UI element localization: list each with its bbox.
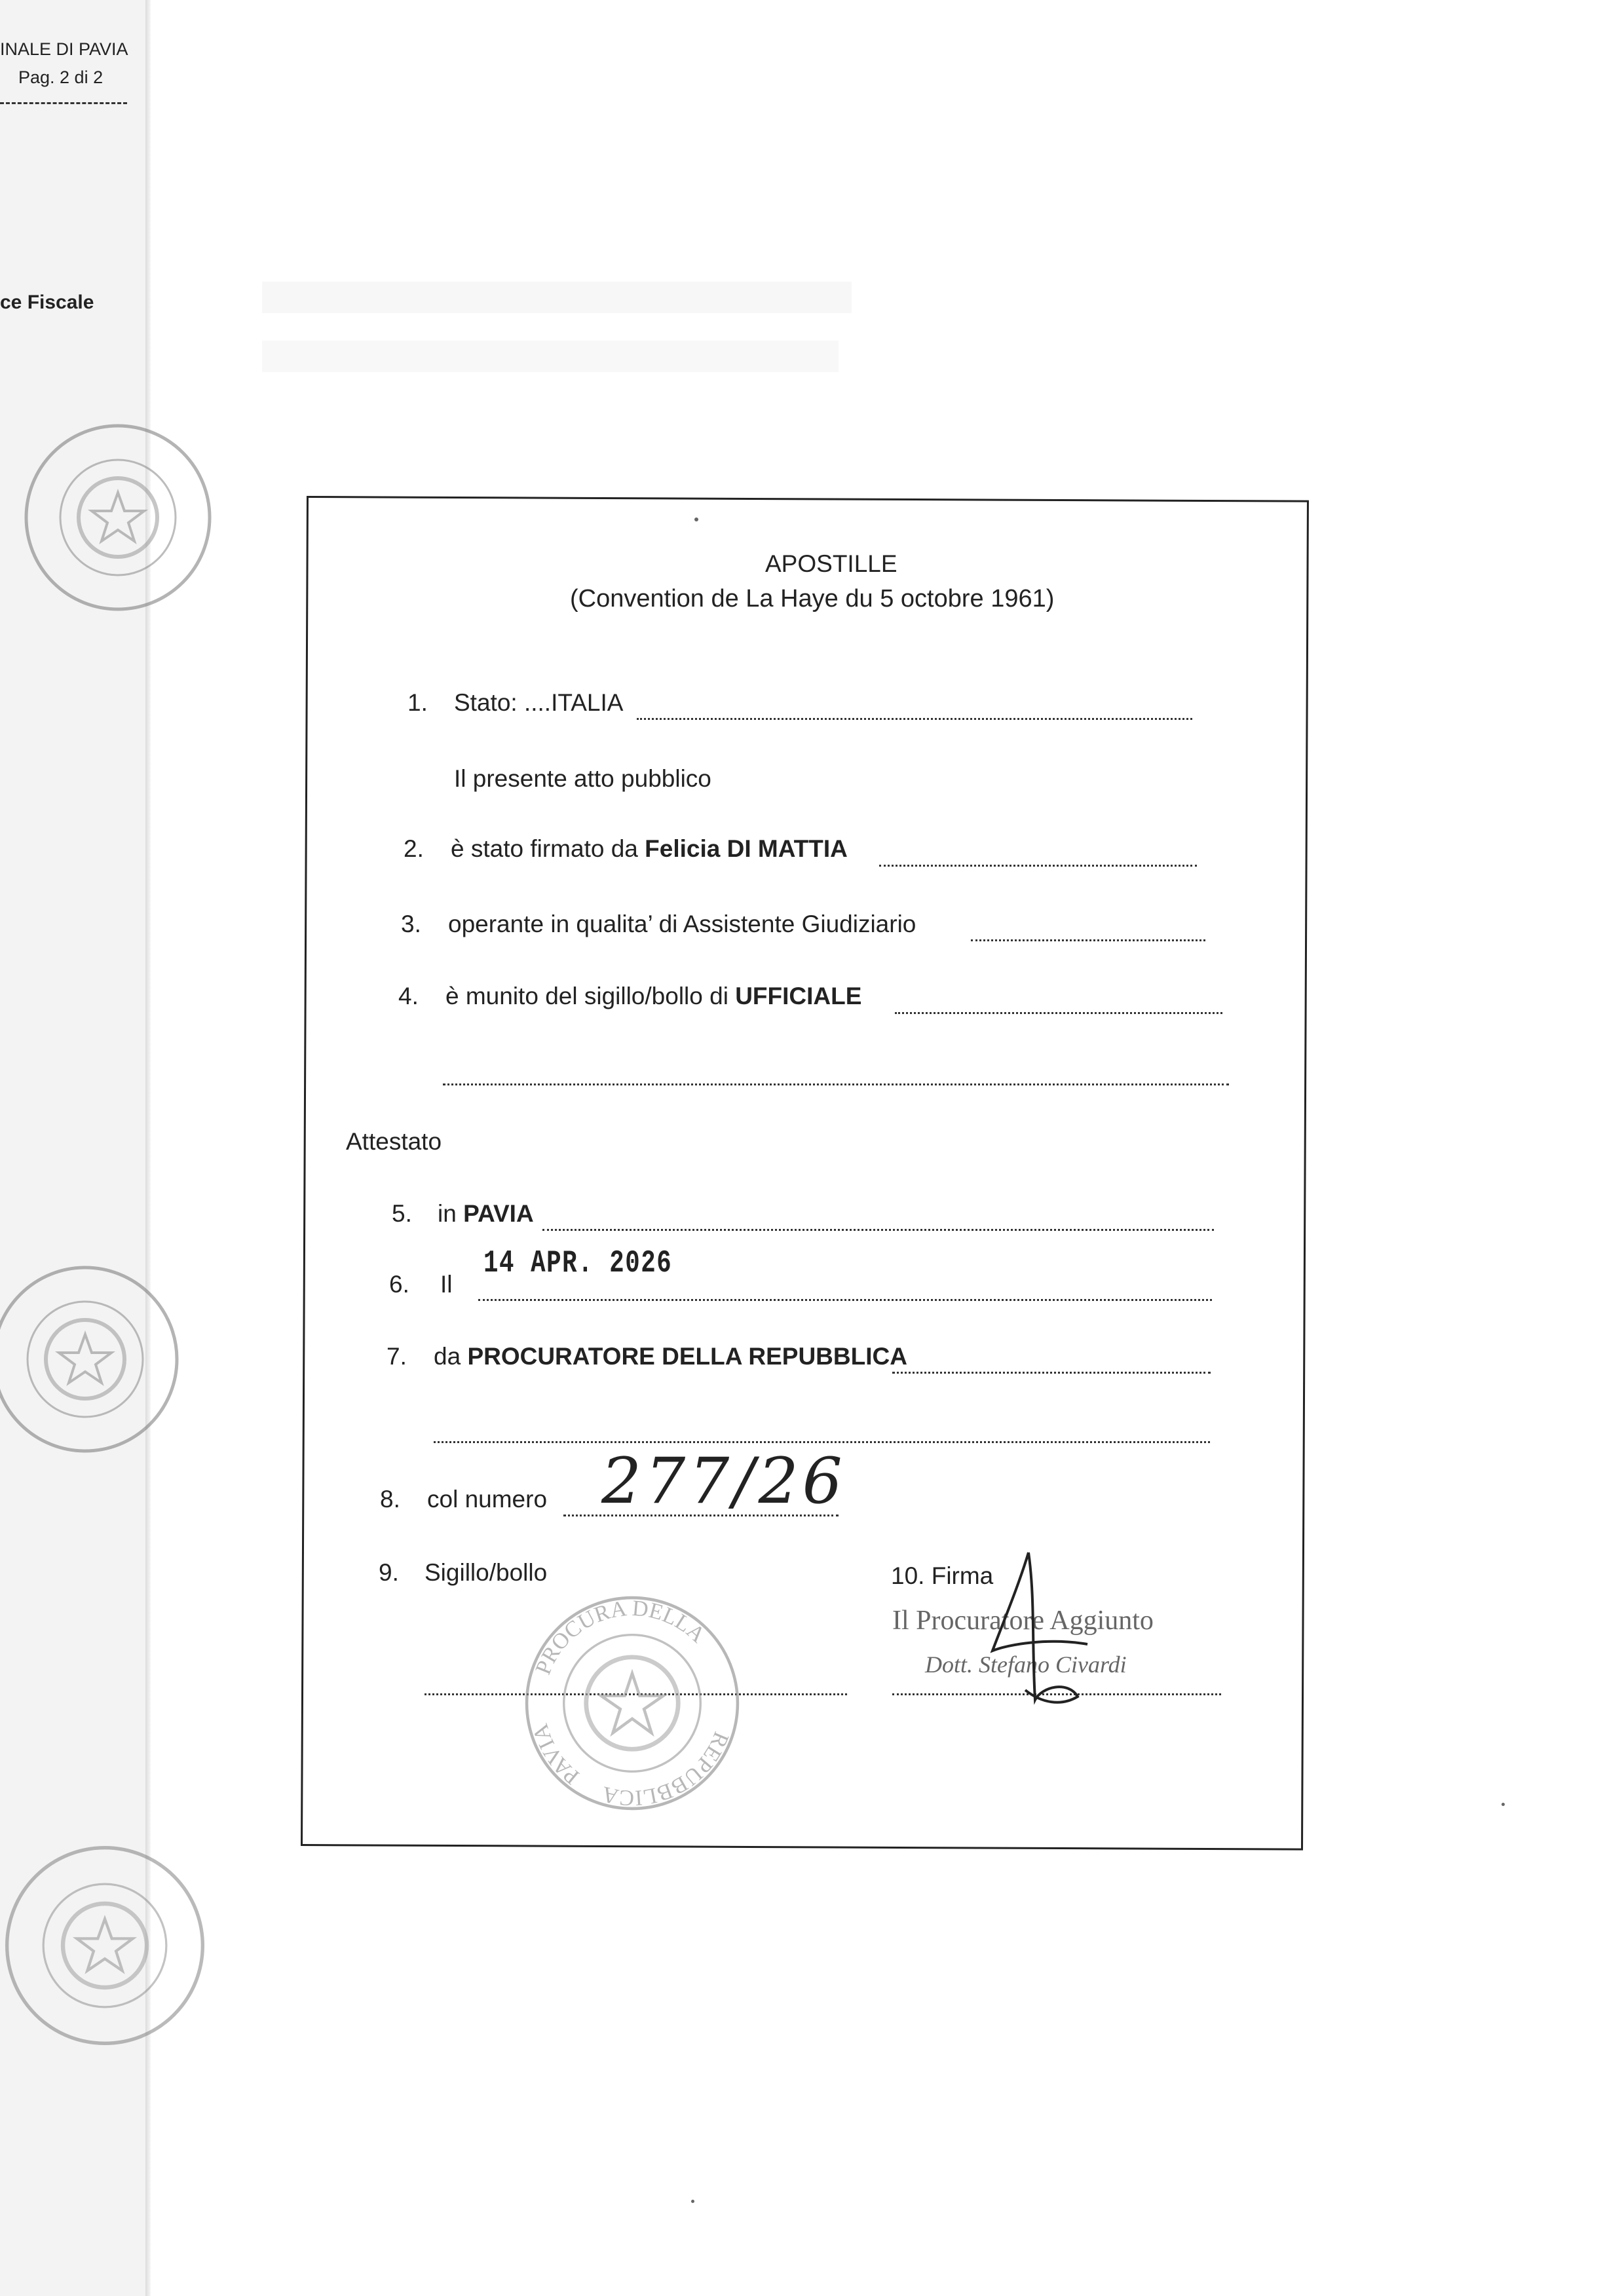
item-9-number: 9. xyxy=(379,1559,399,1586)
item-7-value: PROCURATORE DELLA REPUBBLICA xyxy=(467,1343,907,1370)
item-9-label: Sigillo/bollo xyxy=(425,1559,548,1586)
dotted-leader xyxy=(434,1441,1210,1443)
item-5-label: in PAVIA xyxy=(438,1200,534,1227)
dotted-leader xyxy=(971,939,1205,941)
dotted-leader xyxy=(542,1229,1214,1231)
intro-text: Il presente atto pubblico xyxy=(454,765,711,792)
bleed-through-text xyxy=(262,282,852,313)
item-7-number: 7. xyxy=(387,1343,407,1370)
date-stamp: 14 APR. 2026 xyxy=(483,1246,673,1281)
item-5-value: PAVIA xyxy=(463,1200,534,1227)
dotted-leader xyxy=(443,1083,1229,1085)
dotted-leader xyxy=(892,1372,1211,1374)
item-6-number: 6. xyxy=(389,1271,409,1298)
apostille-title: APOSTILLE xyxy=(765,550,897,577)
seal-stamp xyxy=(20,419,216,616)
dotted-leader xyxy=(895,1012,1222,1014)
item-2-number: 2. xyxy=(404,835,424,862)
underpage-divider xyxy=(0,102,127,104)
item-4-value: UFFICIALE xyxy=(735,983,862,1009)
item-1-number: 1. xyxy=(407,689,428,716)
apostille-subtitle: (Convention de La Haye du 5 octobre 1961) xyxy=(570,585,1055,612)
apostille-frame xyxy=(301,496,1309,1851)
item-6-label: Il xyxy=(440,1271,453,1298)
seal-stamp xyxy=(0,1841,210,2050)
underpage-codice-fiscale-label: ce Fiscale xyxy=(0,292,94,313)
item-2-value: Felicia DI MATTIA xyxy=(645,835,848,862)
handwritten-number: 277/26 xyxy=(601,1444,846,1518)
item-1-value: ITALIA xyxy=(551,689,624,716)
handwritten-signature xyxy=(963,1546,1107,1710)
item-10-label: 10. Firma xyxy=(891,1562,994,1589)
item-3-label: operante in qualita’ di Assistente Giudiziario xyxy=(448,911,916,937)
item-7-label: da PROCURATORE DELLA REPUBBLICA xyxy=(434,1343,907,1370)
item-5-number: 5. xyxy=(392,1200,412,1227)
signer-title-stamp: Il Procuratore Aggiunto xyxy=(892,1606,1154,1636)
underpage-header-office: INALE DI PAVIA xyxy=(0,39,128,59)
underpage-page-number: Pag. 2 di 2 xyxy=(18,67,104,87)
item-3-number: 3. xyxy=(401,911,421,937)
item-2-label: è stato firmato da Felicia DI MATTIA xyxy=(451,835,848,862)
svg-text:PROCURA DELLA xyxy=(531,1596,710,1678)
official-seal xyxy=(521,1592,744,1815)
dotted-leader xyxy=(478,1299,1212,1301)
item-8-label: col numero xyxy=(427,1486,548,1513)
item-4-number: 4. xyxy=(398,983,419,1009)
scan-speck xyxy=(1501,1803,1505,1806)
seal-stamp xyxy=(0,1261,183,1458)
scan-speck xyxy=(694,518,698,521)
seal-text-right: PAVIA xyxy=(528,1721,584,1789)
dotted-leader xyxy=(637,718,1192,720)
signer-name-stamp: Dott. Stefano Civardi xyxy=(925,1651,1127,1678)
bleed-through-text xyxy=(262,341,839,372)
svg-text:PAVIA xyxy=(528,1721,584,1789)
item-1-label: Stato: ....ITALIA xyxy=(454,689,624,716)
scan-speck xyxy=(691,2200,694,2203)
dotted-leader xyxy=(879,865,1197,867)
seal-text-left: PROCURA DELLA xyxy=(531,1596,710,1678)
item-4-label: è munito del sigillo/bollo di UFFICIALE xyxy=(445,983,862,1009)
seal-text-top: REPUBBLICA xyxy=(599,1728,734,1811)
attestato-heading: Attestato xyxy=(346,1128,442,1155)
item-8-number: 8. xyxy=(380,1486,400,1513)
